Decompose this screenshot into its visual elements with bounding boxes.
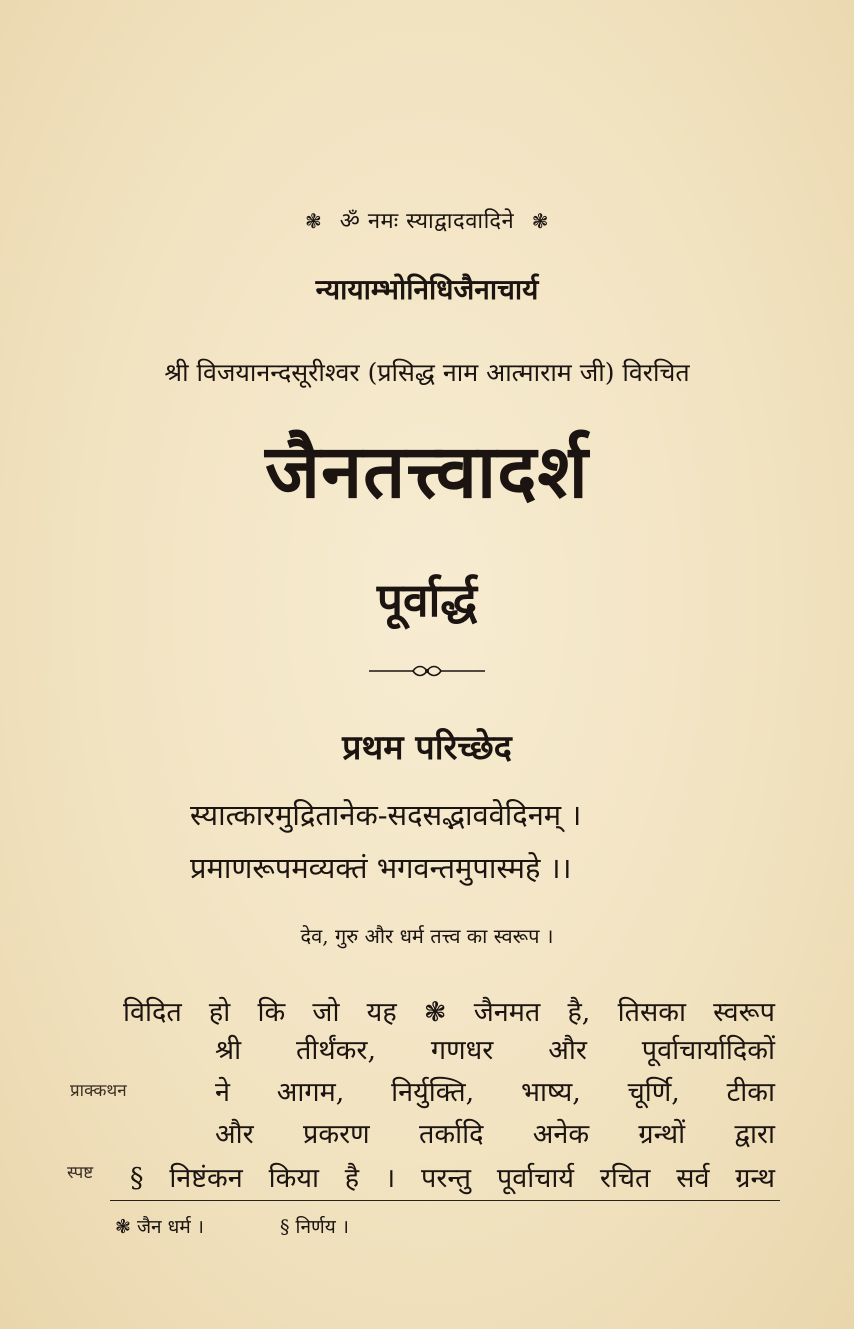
paragraph-line: और प्रकरण तर्कादि अनेक ग्रन्थों द्वारा	[215, 1119, 775, 1150]
paragraph-line: श्री तीर्थंकर, गणधर और पूर्वाचार्यादिकों	[215, 1035, 775, 1066]
divider-flourish-icon	[367, 663, 487, 679]
flower-ornament-icon: ❃	[305, 209, 323, 233]
margin-note-clear: स्पष्ट	[67, 1163, 94, 1183]
invocation-text: ॐ नमः स्याद्वादवादिने	[339, 209, 515, 234]
margin-note-preface: प्राक्कथन	[70, 1081, 127, 1101]
footnotes	[115, 1213, 419, 1239]
paragraph-line: § निष्टंकन किया है । परन्तु पूर्वाचार्य रचित सर्व ग्रन्थ	[130, 1163, 775, 1194]
flower-ornament-icon: ❃	[531, 209, 549, 233]
author-honorific: न्यायाम्भोनिधिजैनाचार्य	[315, 273, 539, 306]
verse-line-2: प्रमाणरूपमव्यक्तं भगवन्तमुपास्महे ।।	[190, 851, 572, 885]
footnote-1: ❃ जैन धर्म ।	[115, 1216, 204, 1238]
footnote-2: § निर्णय ।	[279, 1216, 349, 1238]
paragraph-line: विदित हो कि जो यह ❃ जैनमत है, तिसका स्वरूप	[123, 997, 775, 1028]
book-title: जैनतत्त्वादर्श	[265, 429, 589, 515]
verse-line-1: स्यात्कारमुद्रितानेक-सदसद्भाववेदिनम् ।	[190, 798, 582, 832]
invocation-line	[0, 205, 854, 235]
part-title: पूर्वार्द्ध	[376, 573, 478, 627]
paragraph-line: ने आगम, निर्युक्ति, भाष्य, चूर्णि, टीका	[215, 1077, 775, 1108]
ornamental-divider	[0, 663, 854, 679]
footnote-divider	[110, 1200, 780, 1201]
author-line: श्री विजयानन्दसूरीश्वर (प्रसिद्ध नाम आत्माराम जी) विरचित	[164, 358, 690, 387]
section-subject: देव, गुरु और धर्म तत्त्व का स्वरूप ।	[300, 924, 554, 948]
chapter-title: प्रथम परिच्छेद	[342, 728, 512, 768]
